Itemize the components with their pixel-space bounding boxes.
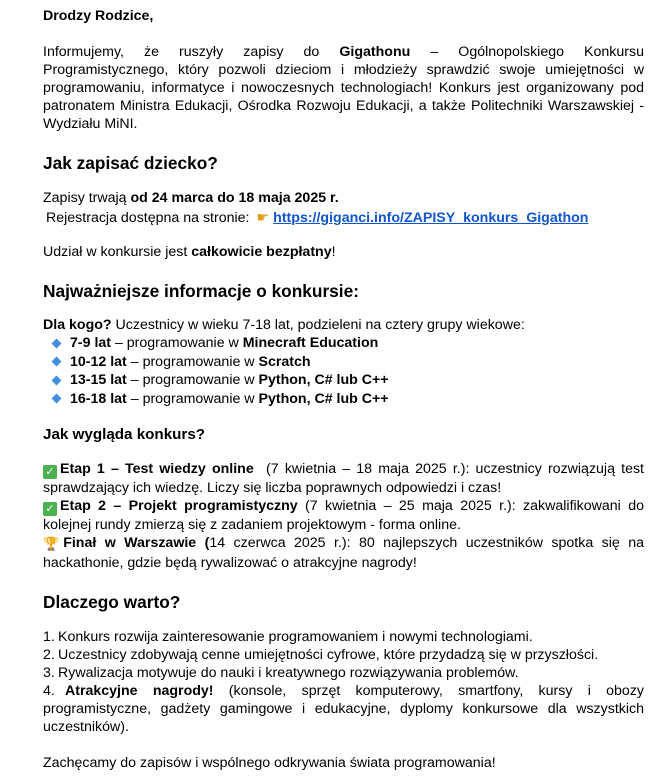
age-groups-list (43, 334, 644, 408)
check-mark-icon: ✓ (43, 502, 57, 516)
age-mid: – programowanie w (111, 335, 243, 352)
greeting: Drodzy Rodzice, (43, 8, 154, 24)
heading-key-info: Najważniejsze informacje o konkursie: (43, 281, 359, 301)
reason-4-rest: (konsole, sprzęt komputerowy, smartfony, kursy i obozy programistyczne, gadżety gamingowe i edukacyjne, dyplomy konkursowe dla wszystkich uczestników). (43, 683, 645, 735)
list-item (49, 371, 644, 390)
registration-pre: Rejestracja dostępna na stronie: (46, 210, 254, 226)
reason-2 (43, 646, 644, 664)
age-range: 16-18 lat (70, 390, 127, 407)
registration-dates (43, 189, 644, 207)
reason-text: Rywalizacja motywuje do nauki i kreatywnego rozwiązywania problemów. (58, 665, 519, 681)
technology: Python, C# lub C++ (258, 390, 389, 407)
reason-number: 1. (43, 629, 55, 645)
age-mid: – programowanie w (126, 372, 259, 389)
stage-1 (43, 460, 648, 497)
reason-text: Uczestnicy zdobywają cenne umiejętności cyfrowe, które przydadzą się w przyszłości. (58, 647, 599, 663)
stage-2-title: Etap 2 – Projekt programistyczny (60, 498, 298, 514)
check-mark-icon: ✓ (43, 465, 57, 479)
final-title: Finał w Warszawie ( (63, 535, 210, 551)
final-desc: 14 czerwca 2025 r.): 80 najlepszych uczestników spotka się na hackathonie, gdzie będą rywalizować o atrakcyjne nagrody! (43, 535, 644, 571)
intro-gigathon: Gigathonu (339, 44, 411, 60)
stage-1-title: Etap 1 – Test wiedzy online (60, 461, 254, 477)
age-range: 13-15 lat (70, 372, 127, 389)
age-range: 10-12 lat (70, 353, 127, 370)
pointing-hand-icon: ☛ (256, 210, 270, 226)
reason-3 (43, 664, 644, 682)
intro-paragraph (43, 43, 644, 133)
heading-why-worth-it: Dlaczego warto? (43, 592, 181, 612)
diamond-bullet-icon (52, 338, 62, 348)
stage-final (43, 534, 644, 572)
diamond-bullet-icon (52, 394, 62, 404)
list-item (49, 334, 644, 353)
age-mid: – programowanie w (126, 353, 259, 370)
age-range: 7-9 lat (70, 335, 112, 352)
target-audience (43, 316, 644, 334)
reason-4 (43, 682, 644, 736)
stage-1-desc: (7 kwietnia – 18 maja 2025 r.): uczestnicy rozwiązują test sprawdzający ich wiedzę. Liczy się liczba poprawnych odpowiedzi i czas! (43, 461, 648, 496)
reason-number: 3. (43, 665, 55, 681)
closing-line: Zachęcamy do zapisów i wspólnego odkrywania świata programowania! (43, 755, 496, 771)
reason-1 (43, 628, 644, 646)
list-item (49, 390, 644, 409)
heading-how-to-register: Jak zapisać dziecko? (43, 153, 218, 173)
technology: Minecraft Education (242, 335, 379, 352)
free-post: ! (331, 244, 336, 260)
reason-number: 4. (43, 683, 55, 699)
reason-number: 2. (43, 647, 55, 663)
age-mid: – programowanie w (126, 390, 259, 407)
intro-text-post: – Ogólnopolskiego Konkursu Programistycznego, który pozwoli dzieciom i młodzieży sprawdzić swoje umiejętności w programowaniu, informatyce i nowoczesnych technologiach! Konkurs jest organizowany pod patronatem Ministra Edukacji, Ośrodka Rozwoju Edukacji, a także Politechniki Warszawskiej - Wydziału MiNI. (43, 44, 644, 132)
heading-how-it-works: Jak wygląda konkurs? (43, 426, 206, 443)
trophy-icon: 🏆 (43, 537, 60, 552)
technology: Python, C# lub C++ (258, 372, 389, 389)
stage-2-desc: (7 kwietnia – 25 maja 2025 r.): zakwalifikowani do kolejnej rundy zmierzą się z zadaniem projektowym - forma online. (43, 498, 644, 533)
free-bold: całkowicie bezpłatny (191, 244, 332, 260)
intro-text-pre: Informujemy, że ruszyły zapisy do (43, 44, 340, 60)
dates-bold: od 24 marca do 18 maja 2025 r. (130, 190, 339, 206)
registration-link[interactable]: https://giganci.info/ZAPISY_konkurs_Gigathon (273, 210, 589, 226)
free-participation (43, 243, 644, 261)
reason-4-bold: Atrakcyjne nagrody! (65, 683, 214, 699)
who-bold: Dla kogo? (43, 317, 112, 333)
diamond-bullet-icon (52, 375, 62, 385)
dates-pre: Zapisy trwają (43, 190, 131, 206)
list-item (49, 353, 644, 372)
technology: Scratch (258, 353, 311, 370)
reason-text: Konkurs rozwija zainteresowanie programowaniem i nowymi technologiami. (58, 629, 533, 645)
free-pre: Udział w konkursie jest (43, 244, 192, 260)
registration-link-line (43, 209, 644, 227)
diamond-bullet-icon (52, 357, 62, 367)
stage-2 (43, 497, 644, 534)
who-rest: Uczestnicy w wieku 7-18 lat, podzieleni na cztery grupy wiekowe: (111, 317, 525, 333)
